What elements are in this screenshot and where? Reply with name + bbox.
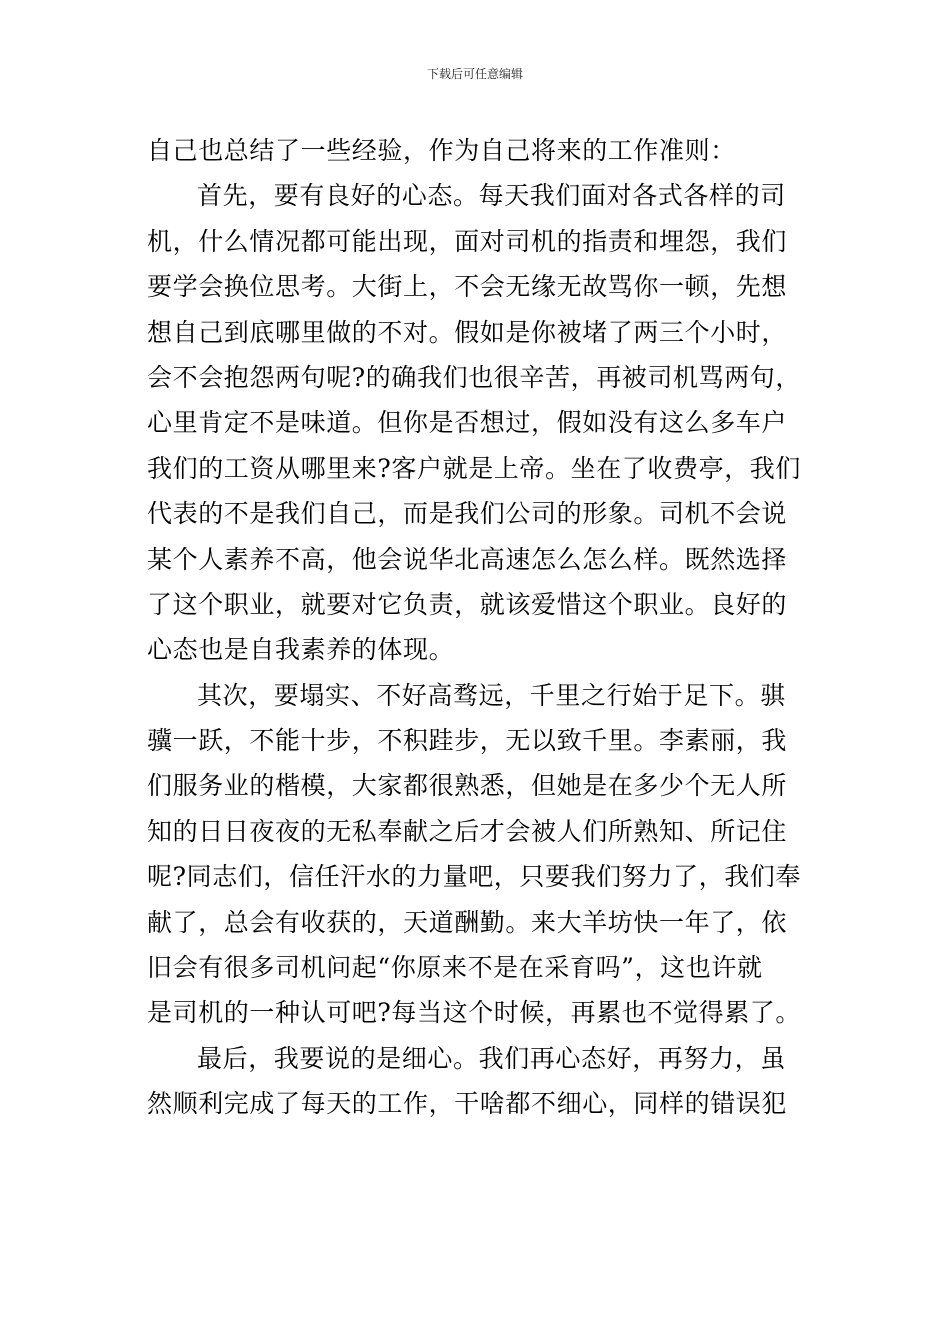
- text-line-7: 心里肯定不是味道。但你是否想过，假如没有这么多车户: [147, 408, 788, 438]
- document-body: [147, 128, 807, 1127]
- text-line-19: 旧会有很多司机问起“你原来不是在采育吗”，这也许就: [147, 953, 763, 983]
- text-line-18: 献了，总会有收获的，天道酬勤。来大羊坊快一年了，依: [147, 907, 788, 937]
- text-line-6: 会不会抱怨两句呢?的确我们也很辛苦，再被司机骂两句，: [147, 362, 802, 392]
- text-line-21: 最后，我要说的是细心。我们再心态好，再努力，虽: [197, 1043, 786, 1073]
- text-line-12: 心态也是自我素养的体现。: [147, 635, 455, 665]
- text-line-10: 某个人素养不高，他会说华北高速怎么怎么样。既然选择: [147, 544, 788, 574]
- text-line-11: 了这个职业，就要对它负责，就该爱惜这个职业。良好的: [147, 589, 788, 619]
- text-line-9: 代表的不是我们自己，而是我们公司的形象。司机不会说: [147, 499, 788, 529]
- text-line-2: 首先，要有良好的心态。每天我们面对各式各样的司: [197, 181, 786, 211]
- page-header: 下载后可任意编辑: [426, 67, 523, 81]
- text-line-1: 自己也总结了一些经验，作为自己将来的工作准则：: [147, 136, 736, 165]
- text-line-13: 其次，要塌实、不好高骛远，千里之行始于足下。骐: [197, 680, 786, 710]
- text-line-15: 们服务业的楷模，大家都很熟悉，但她是在多少个无人所: [147, 771, 788, 801]
- text-line-5: 想自己到底哪里做的不对。假如是你被堵了两三个小时，: [147, 317, 788, 347]
- text-line-14: 骥一跃，不能十步，不积跬步，无以致千里。李素丽，我: [147, 726, 788, 756]
- text-line-16: 知的日日夜夜的无私奉献之后才会被人们所熟知、所记住: [147, 816, 788, 846]
- text-line-17: 呢?同志们，信任汗水的力量吧，只要我们努力了，我们奉: [147, 862, 802, 892]
- text-line-22: 然顺利完成了每天的工作，干啥都不细心，同样的错误犯: [147, 1089, 788, 1119]
- text-line-4: 要学会换位思考。大街上，不会无缘无故骂你一顿，先想: [147, 272, 788, 302]
- text-line-20: 是司机的一种认可吧?每当这个时候，再累也不觉得累了。: [147, 998, 802, 1028]
- text-line-8: 我们的工资从哪里来?客户就是上帝。坐在了收费亭，我们: [147, 453, 802, 483]
- text-line-3: 机，什么情况都可能出现，面对司机的指责和埋怨，我们: [147, 226, 788, 256]
